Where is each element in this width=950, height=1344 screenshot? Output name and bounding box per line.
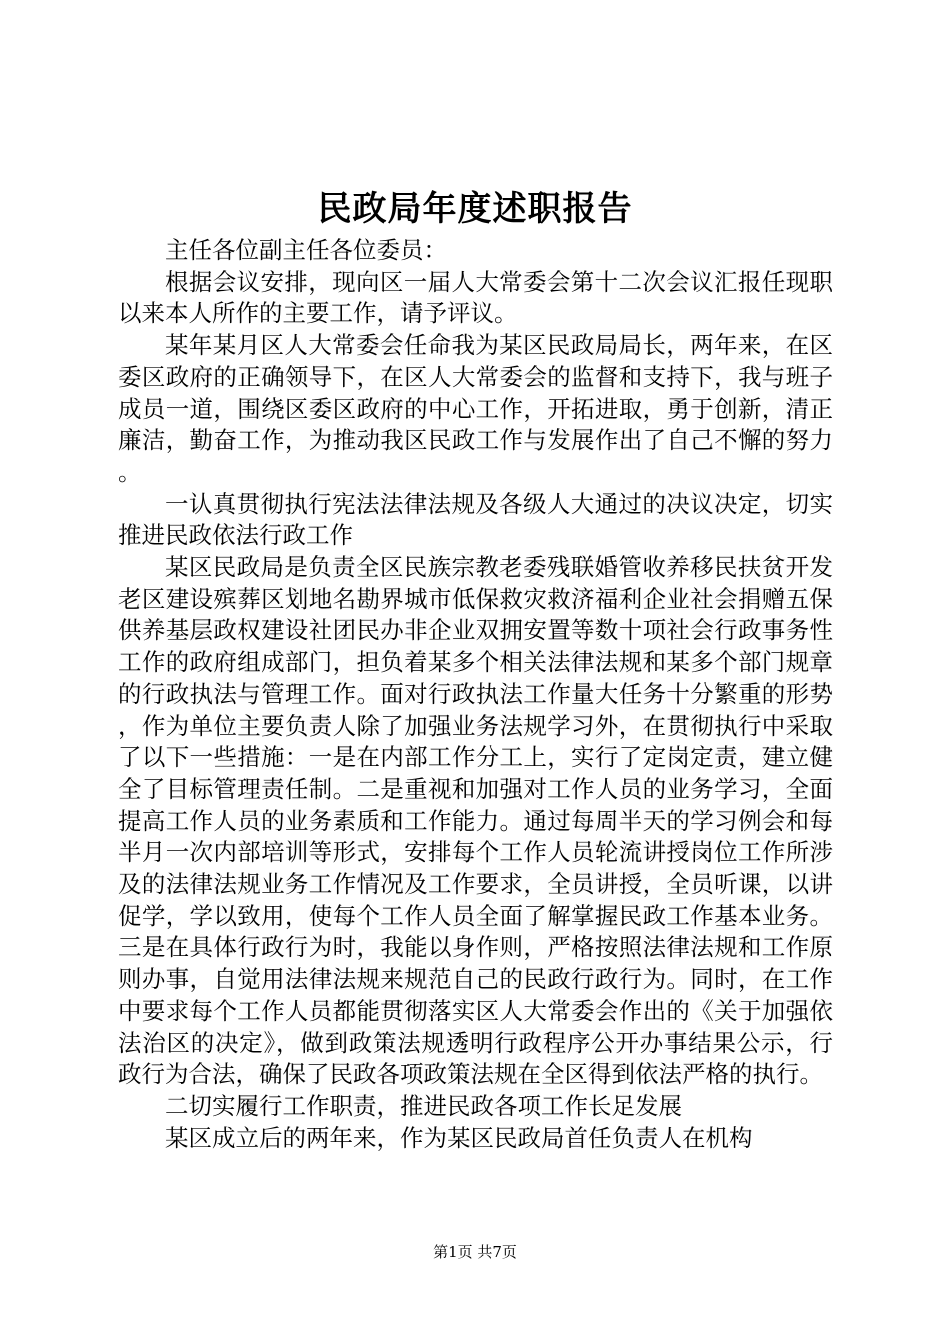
intro-paragraph: 根据会议安排，现向区一届人大常委会第十二次会议汇报任现职以来本人所作的主要工作，请予评议。 bbox=[118, 267, 833, 328]
overview-paragraph: 某年某月区人大常委会任命我为某区民政局局长，两年来，在区委区政府的正确领导下，在区人大常委会的监督和支持下，我与班子成员一道，围绕区委区政府的中心工作，开拓进取，勇于创新，清正廉洁，勤奋工作，为推动我区民政工作与发展作出了自己不懈的努力。 bbox=[118, 331, 833, 486]
salutation-paragraph: 主任各位副主任各位委员： bbox=[165, 236, 447, 264]
section-two-heading: 二切实履行工作职责，推进民政各项工作长足发展 bbox=[165, 1091, 682, 1120]
document-title: 民政局年度述职报告 bbox=[317, 189, 633, 229]
document-body bbox=[118, 235, 833, 1154]
page-footer: 第1页 共7页 bbox=[433, 1243, 517, 1261]
section-one-body: 某区民政局是负责全区民族宗教老委残联婚管收养移民扶贫开发老区建设殡葬区划地名勘界城市低保救灾救济福利企业社会捐赠五保供养基层政权建设社团民办非企业双拥安置等数十项社会行政事务性工作的政府组成部门，担负着某多个相关法律法规和某多个部门规章的行政执法与管理工作。面对行政执法工作量大任务十分繁重的形势，作为单位主要负责人除了加强业务法规学习外，在贯彻执行中采取了以下一些措施：一是在内部工作分工上，实行了定岗定责，建立健全了目标管理责任制。二是重视和加强对工作人员的业务学习，全面提高工作人员的业务素质和工作能力。通过每周半天的学习例会和每半月一次内部培训等形式，安排每个工作人员轮流讲授岗位工作所涉及的法律法规业务工作情况及工作要求，全员讲授，全员听课，以讲促学，学以致用，使每个工作人员全面了解掌握民政工作基本业务。三是在具体行政行为时，我能以身作则，严格按照法律法规和工作原则办事，自觉用法律法规来规范自己的民政行政行为。同时，在工作中要求每个工作人员都能贯彻落实区人大常委会作出的《关于加强依法治区的决定》，做到政策法规透明行政程序公开办事结果公示，行政行为合法，确保了民政各项政策法规在全区得到依法严格的执行。 bbox=[118, 553, 833, 1089]
section-one-heading: 一认真贯彻执行宪法法律法规及各级人大通过的决议决定，切实推进民政依法行政工作 bbox=[118, 489, 833, 550]
section-two-body: 某区成立后的两年来，作为某区民政局首任负责人在机构 bbox=[165, 1123, 753, 1152]
